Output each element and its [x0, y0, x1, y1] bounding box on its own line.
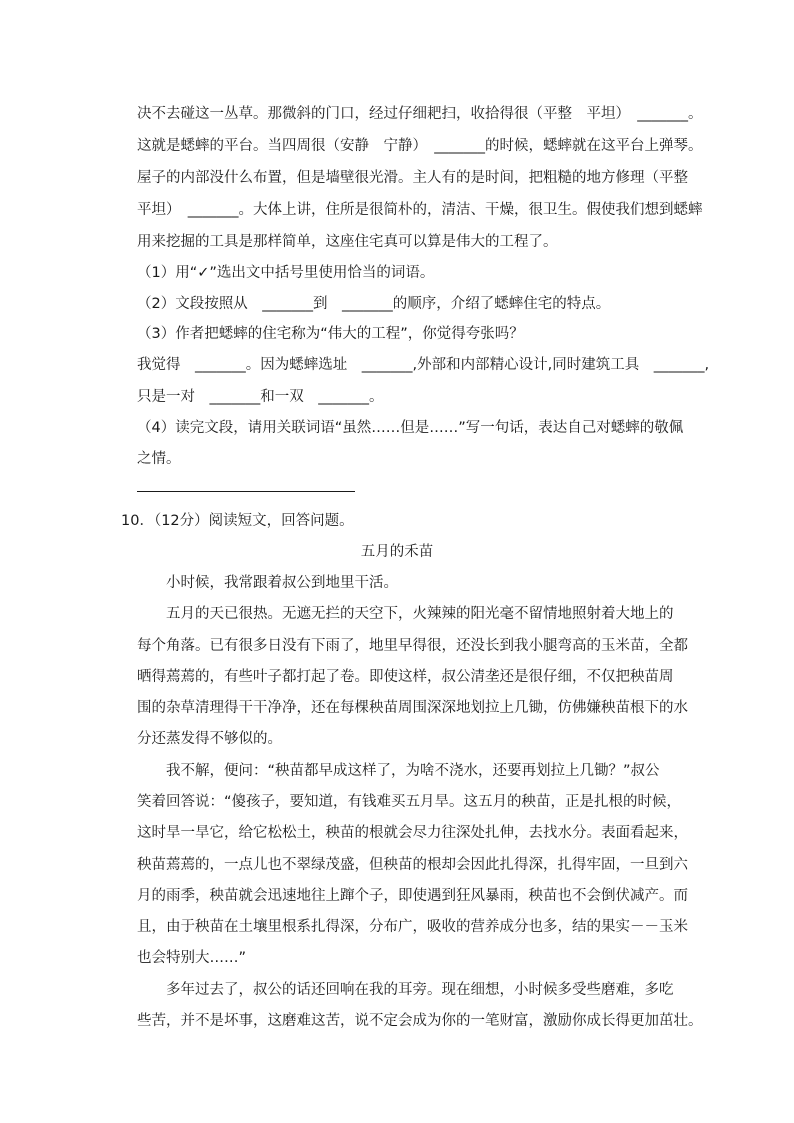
question-3-answer-line: 我觉得 _______。因为蟋蟀选址 _______,外部和内部精心设计,同时建筑工具 _______, — [137, 357, 710, 373]
question-2: （2）文段按照从 _______到 _______的顺序，介绍了蟋蟀住宅的特点。 — [137, 296, 611, 312]
passage-line: 决不去碰这一丛草。那微斜的门口，经过仔细耙扫，收拾得很（平整 平坦） _______。 — [137, 106, 703, 122]
article-paragraph-line: 且，由于秧苗在土壤里根系扎得深，分布广，吸收的营养成分也多，结的果实－－玉米 — [137, 919, 688, 935]
question-10-header: 10．（12分）阅读短文，回答问题。 — [121, 513, 354, 529]
article-paragraph-line: 多年过去了，叔公的话还回响在我的耳旁。现在细想，小时候多受些磨难，多吃 — [137, 982, 674, 998]
article-paragraph-line: 笑着回答说：“傻孩子，要知道，有钱难买五月旱。这五月的秧苗，正是扎根的时候， — [137, 794, 682, 810]
passage-line: 用来挖掘的工具是那样简单，这座住宅真可以算是伟大的工程了。 — [137, 234, 558, 250]
question-4: （4）读完文段，请用关联词语“虽然……但是……”写一句话，表达自己对蟋蟀的敬佩 — [137, 420, 684, 436]
article-paragraph-line: 围的杂草清理得干干净净，还在每棵秧苗周围深深地划拉上几锄，仿佛嫌秧苗根下的水 — [137, 700, 688, 716]
article-paragraph-line: 每个角落。已有很多日没有下雨了，地里早得很，还没长到我小腿弯高的玉米苗，全都 — [137, 638, 688, 654]
question-4-continuation: 之情。 — [137, 451, 181, 467]
article-paragraph-line: 小时候，我常跟着叔公到地里干活。 — [137, 575, 398, 591]
article-paragraph-line: 月的雨季，秧苗就会迅速地往上蹿个子，即使遇到狂风暴雨，秧苗也不会倒伏减产。而 — [137, 888, 688, 904]
question-1: （1）用“✓”选出文中括号里使用恰当的词语。 — [137, 265, 435, 281]
article-paragraph-line: 也会特别大……” — [137, 950, 247, 966]
question-3-answer-line: 只是一对 _______和一双 _______。 — [137, 389, 384, 405]
article-paragraph-line: 秧苗蔫蔫的，一点儿也不翠绿茂盛，但秧苗的根却会因此扎得深，扎得牢固，一旦到六 — [137, 857, 688, 873]
article-paragraph-line: 我不解，便问：“秧苗都早成这样了，为啥不浇水，还要再划拉上几锄？”叔公 — [137, 763, 660, 779]
question-3: （3）作者把蟋蟀的住宅称为“伟大的工程”，你觉得夸张吗？ — [137, 326, 524, 342]
article-paragraph-line: 这时旱一旱它，给它松松土，秧苗的根就会尽力往深处扎伸，去找水分。表面看起来， — [137, 825, 688, 841]
article-paragraph-line: 分还蒸发得不够似的。 — [137, 731, 282, 747]
answer-blank-line — [137, 491, 355, 492]
article-title: 五月的禾苗 — [360, 544, 434, 560]
article-paragraph-line: 晒得蔫蔫的，有些叶子都打起了卷。即使这样，叔公清垄还是很仔细，不仅把秧苗周 — [137, 669, 674, 685]
passage-line: 这就是蟋蟀的平台。当四周很（安静 宁静） _______的时候，蟋蟀就在这平台上弹琴。 — [137, 138, 703, 154]
passage-line: 屋子的内部没什么布置，但是墙壁很光滑。主人有的是时间，把粗糙的地方修理（平整 — [137, 170, 688, 186]
article-paragraph-line: 些苦，并不是坏事，这磨难这苦，说不定会成为你的一笔财富，激励你成长得更加茁壮。 — [137, 1013, 703, 1029]
article-paragraph-line: 五月的天已很热。无遮无拦的天空下，火辣辣的阳光毫不留情地照射着大地上的 — [137, 606, 674, 622]
passage-line: 平坦） _______。大体上讲，住所是很简朴的，清洁、干燥，很卫生。假使我们想到蟋蟀 — [137, 202, 703, 218]
